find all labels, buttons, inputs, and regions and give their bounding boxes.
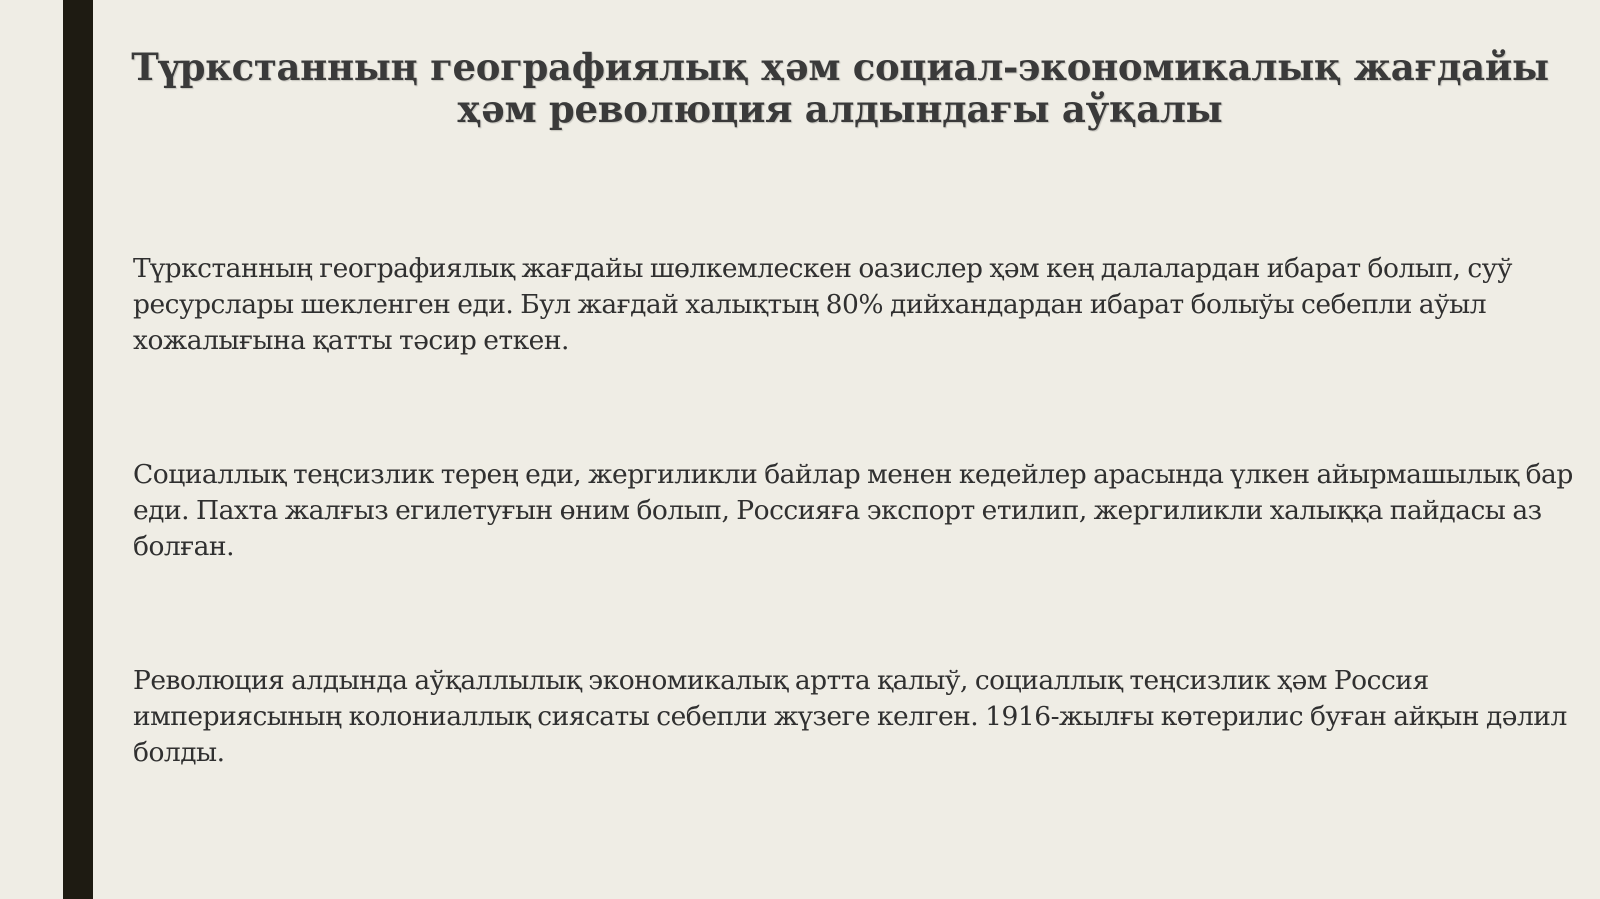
- paragraph-geography: Түркстанның географиялық жағдайы шөлкемлескен оазислер ҳәм кең далалардан ибарат болып, суў ресурслары шекленген еди. Бул жағдай халықтың 80% дийхандардан ибарат болыўы себепли аўыл хожалығына қатты тәсир еткен.: [133, 253, 1512, 356]
- slide-body: [133, 251, 1573, 771]
- slide-title: Түркстанның географиялық ҳәм социал-экономикалық жағдайы ҳәм революция алдындағы аўқалы: [131, 45, 1549, 131]
- accent-bar: [63, 0, 93, 899]
- paragraph-social-inequality: Социаллық теңсизлик терең еди, жергиликли байлар менен кедейлер арасында үлкен айырмашылық бар еди. Пахта жалғыз егилетуғын өним болып, Россияға экспорт етилип, жергиликли халыққа пайдасы аз болған.: [133, 459, 1573, 562]
- paragraph-revolution: Революция алдында аўқаллылық экономикалық артта қалыў, социаллық теңсизлик ҳәм Россия империясының колониаллық сиясаты себепли жүзеге келген. 1916-жылғы көтерилис буған айқын дәлил болды.: [133, 665, 1567, 768]
